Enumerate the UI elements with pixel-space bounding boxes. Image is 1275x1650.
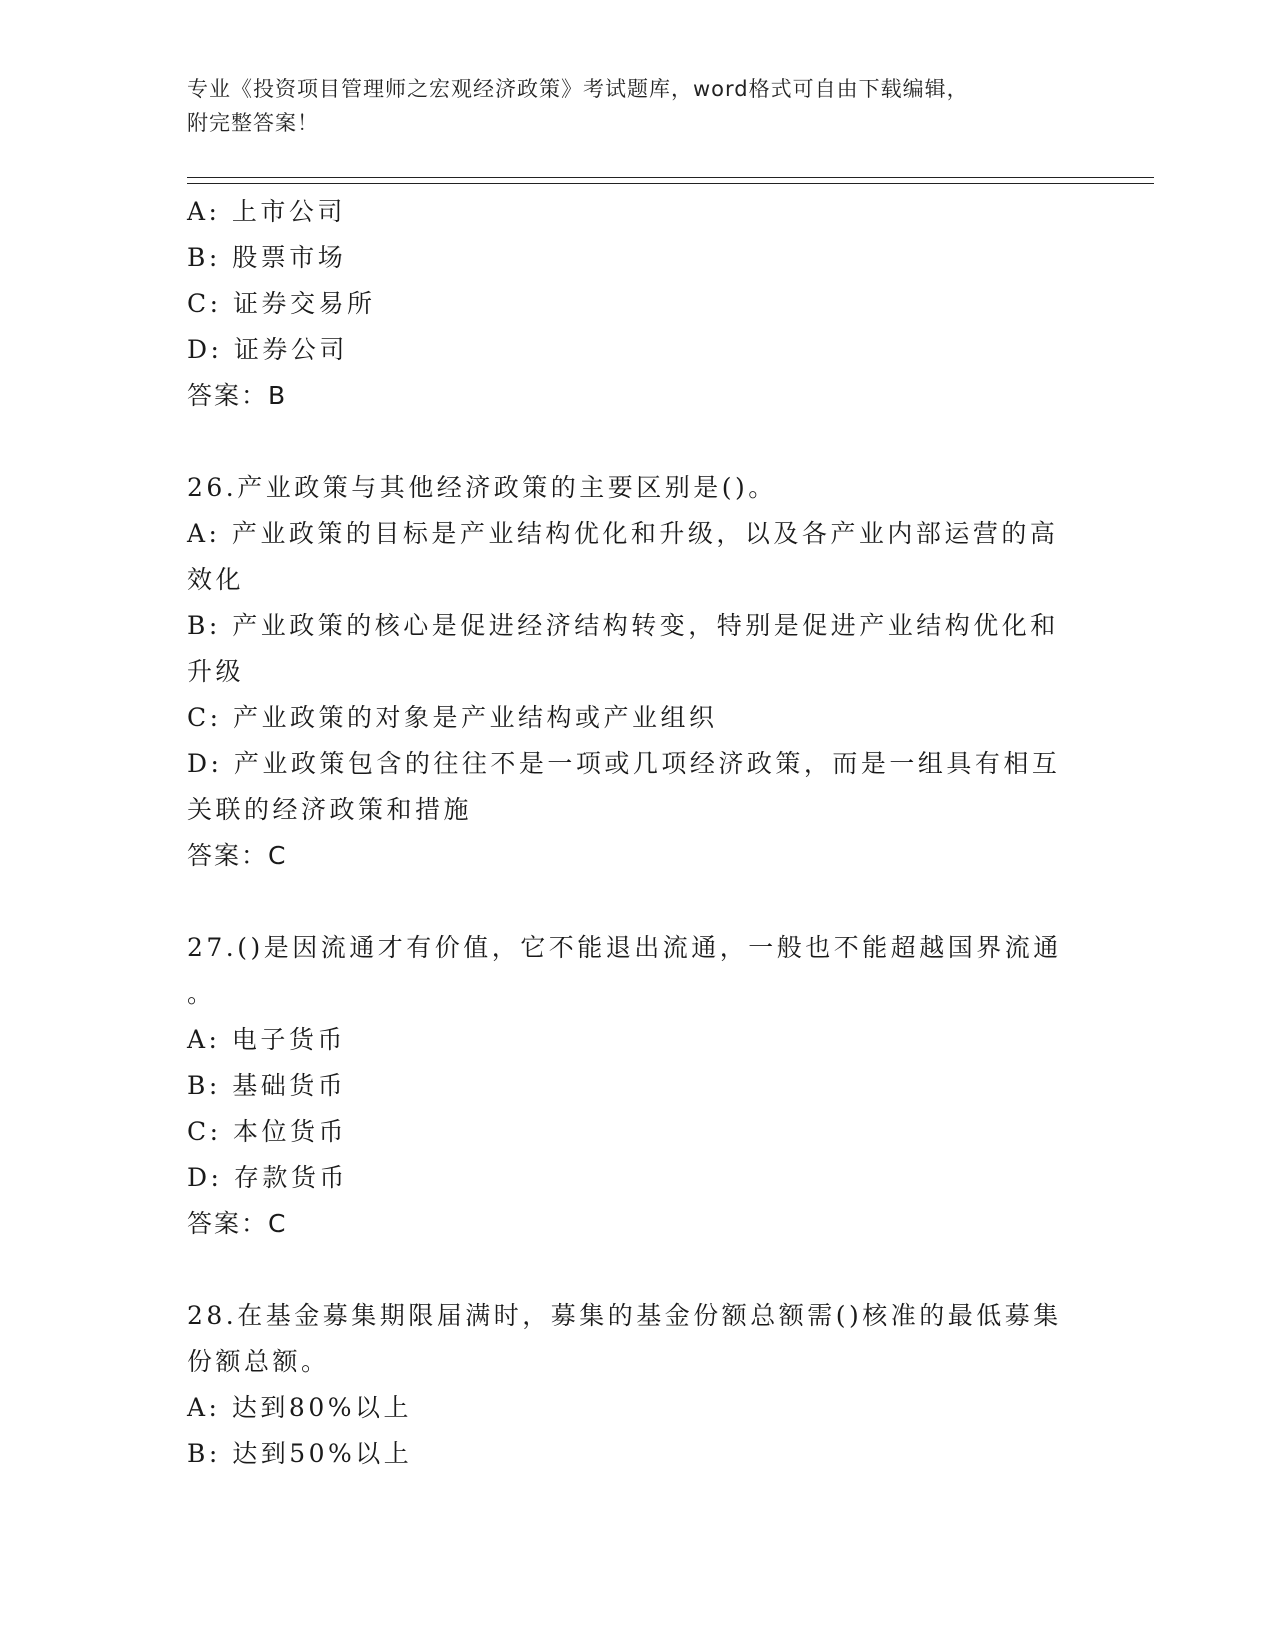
- question-28: [187, 1293, 1087, 1477]
- option-c: C: 证券交易所: [187, 289, 376, 318]
- question-text-continued: 份额总额。: [187, 1347, 330, 1376]
- option-b: B: 股票市场: [187, 243, 347, 272]
- header-divider-bottom: [187, 183, 1154, 184]
- answer: 答案：C: [187, 841, 288, 870]
- option-a: A: 产业政策的目标是产业结构优化和升级，以及各产业内部运营的高: [187, 519, 1059, 548]
- question-text: 26.产业政策与其他经济政策的主要区别是()。: [187, 473, 777, 502]
- option-d: D: 存款货币: [187, 1163, 348, 1192]
- question-25: [187, 189, 1087, 419]
- option-b: B: 达到50%以上: [187, 1439, 413, 1468]
- answer: 答案：C: [187, 1209, 288, 1238]
- header-divider-top: [187, 177, 1154, 178]
- header-line-1: 专业《投资项目管理师之宏观经济政策》考试题库，word格式可自由下载编辑，: [187, 77, 969, 101]
- question-list: [187, 189, 1087, 1477]
- option-d-continued: 关联的经济政策和措施: [187, 795, 473, 824]
- spacer: [187, 879, 1087, 925]
- document-header: [187, 72, 1067, 140]
- option-c: C: 产业政策的对象是产业结构或产业组织: [187, 703, 718, 732]
- question-text: 27.()是因流通才有价值，它不能退出流通，一般也不能超越国界流通: [187, 933, 1062, 962]
- option-d: D: 证券公司: [187, 335, 348, 364]
- option-a: A: 电子货币: [187, 1025, 346, 1054]
- question-26: [187, 465, 1087, 879]
- question-text: 28.在基金募集期限届满时，募集的基金份额总额需()核准的最低募集: [187, 1301, 1062, 1330]
- option-b-continued: 升级: [187, 657, 245, 686]
- question-27: [187, 925, 1087, 1247]
- spacer: [187, 1247, 1087, 1293]
- option-a: A: 上市公司: [187, 197, 346, 226]
- option-b: B: 产业政策的核心是促进经济结构转变，特别是促进产业结构优化和: [187, 611, 1059, 640]
- spacer: [187, 419, 1087, 465]
- option-c: C: 本位货币: [187, 1117, 347, 1146]
- option-d: D: 产业政策包含的往往不是一项或几项经济政策，而是一组具有相互: [187, 749, 1061, 778]
- option-b: B: 基础货币: [187, 1071, 347, 1100]
- option-a: A: 达到80%以上: [187, 1393, 412, 1422]
- question-text-continued: 。: [187, 979, 216, 1008]
- header-line-2: 附完整答案！: [187, 111, 319, 135]
- option-a-continued: 效化: [187, 565, 245, 594]
- answer: 答案：B: [187, 381, 288, 410]
